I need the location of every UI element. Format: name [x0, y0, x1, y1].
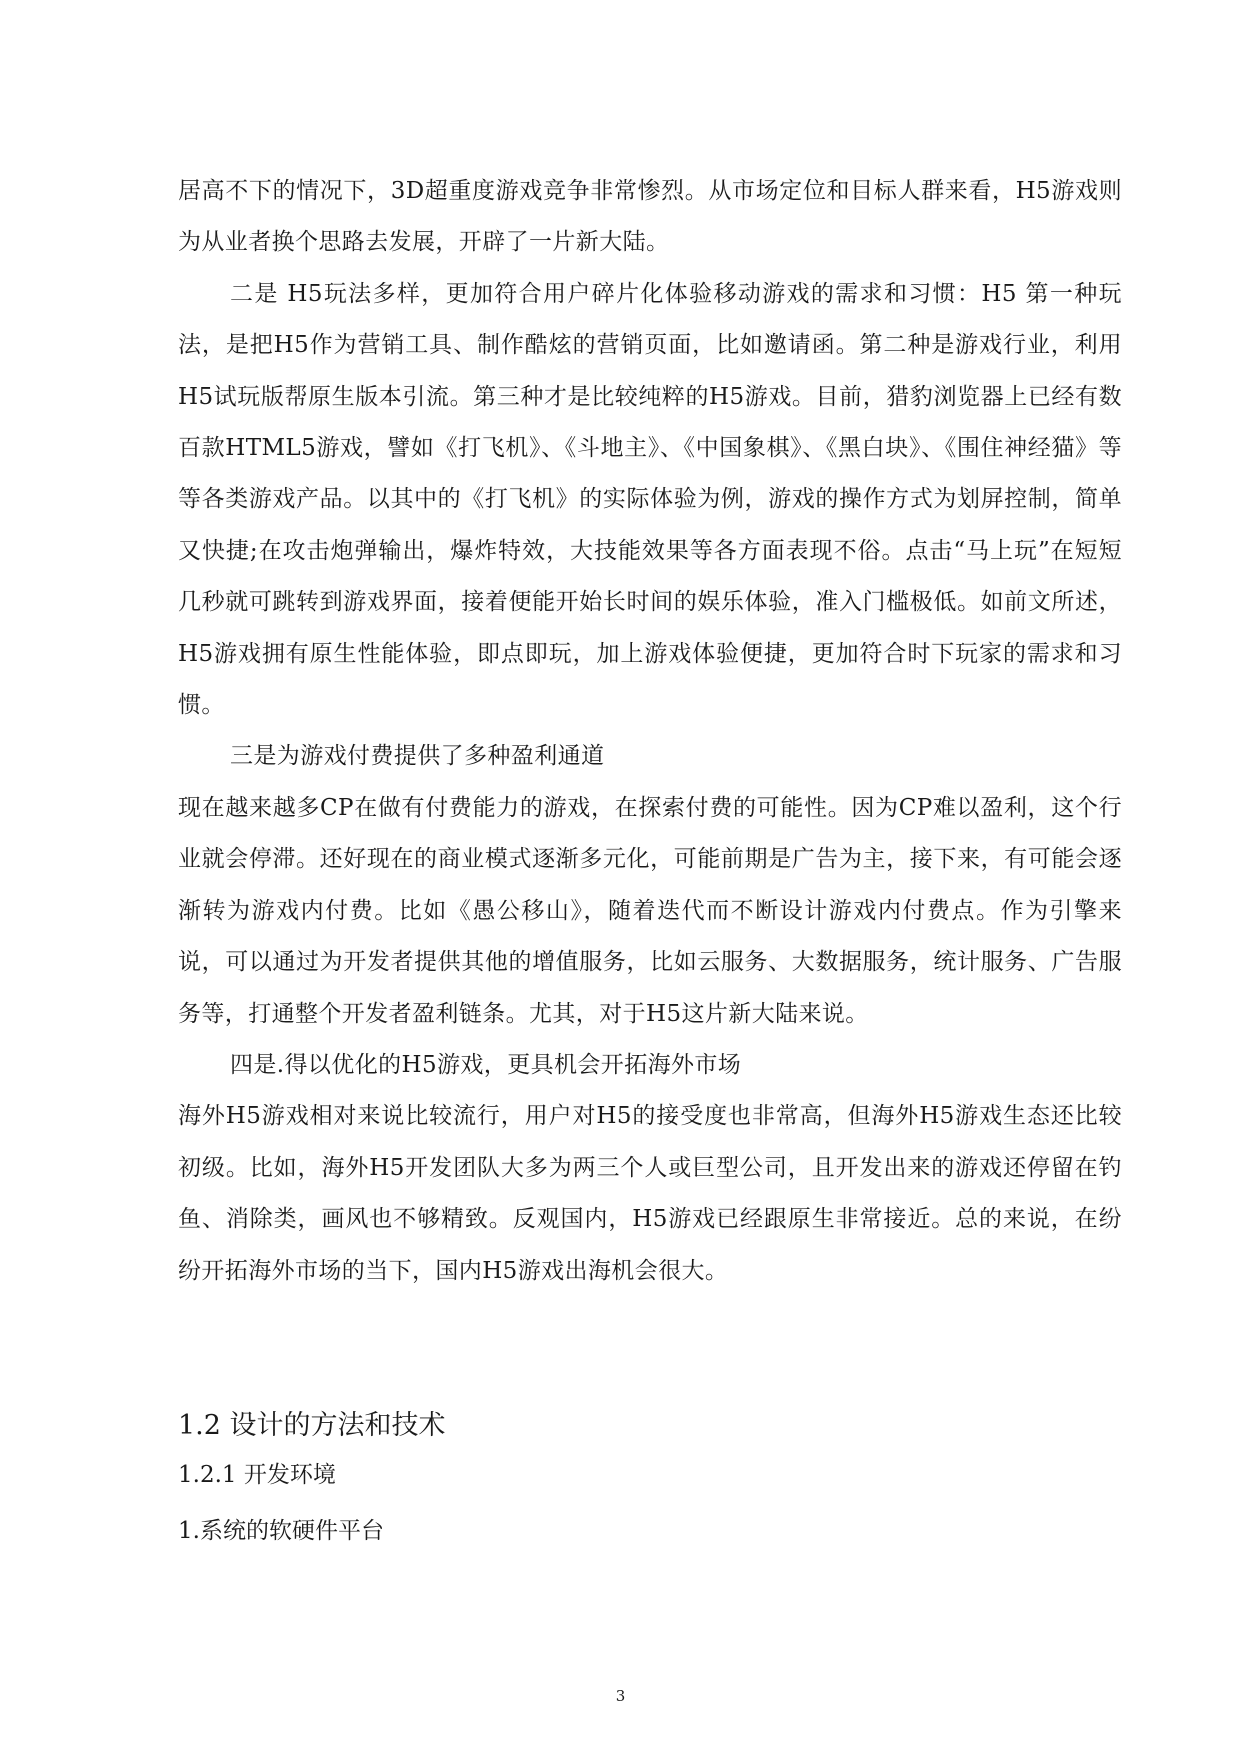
- paragraph-2: 二是 H5玩法多样，更加符合用户碎片化体验移动游戏的需求和习惯：H5 第一种玩法，是把H5作为营销工具、制作酷炫的营销页面，比如邀请函。第二种是游戏行业，利用H5试玩版帮原生版本引流。第三种才是比较纯粹的H5游戏。目前，猎豹浏览器上已经有数百款HTML5游戏，譬如《打飞机》、《斗地主》、《中国象棋》、《黑白块》、《围住神经猫》等等各类游戏产品。以其中的《打飞机》的实际体验为例，游戏的操作方式为划屏控制，简单又快捷;在攻击炮弹输出，爆炸特效，大技能效果等各方面表现不俗。点击“马上玩”在短短几秒就可跳转到游戏界面，接着便能开始长时间的娱乐体验，准入门槛极低。如前文所述，H5游戏拥有原生性能体验，即点即玩，加上游戏体验便捷，更加符合时下玩家的需求和习惯。: [178, 280, 1122, 719]
- paragraph-4: 现在越来越多CP在做有付费能力的游戏，在探索付费的可能性。因为CP难以盈利，这个行业就会停滞。还好现在的商业模式逐渐多元化，可能前期是广告为主，接下来，有可能会逐渐转为游戏内付费。比如《愚公移山》，随着迭代而不断设计游戏内付费点。作为引擎来说，可以通过为开发者提供其他的增值服务，比如云服务、大数据服务，统计服务、广告服务等，打通整个开发者盈利链条。尤其，对于H5这片新大陆来说。: [178, 794, 1122, 1027]
- paragraph-6: 海外H5游戏相对来说比较流行，用户对H5的接受度也非常高，但海外H5游戏生态还比较初级。比如，海外H5开发团队大多为两三个人或巨型公司，且开发出来的游戏还停留在钓鱼、消除类，画风也不够精致。反观国内，H5游戏已经跟原生非常接近。总的来说，在纷纷开拓海外市场的当下，国内H5游戏出海机会很大。: [178, 1103, 1122, 1284]
- subsection-heading: 1.2.1 开发环境: [178, 1462, 336, 1488]
- page-number: 3: [615, 1687, 626, 1705]
- paragraph-1: 居高不下的情况下，3D超重度游戏竞争非常惨烈。从市场定位和目标人群来看，H5游戏则为从业者换个思路去发展，开辟了一片新大陆。: [178, 178, 1122, 256]
- section-heading: 1.2 设计的方法和技术: [178, 1410, 446, 1441]
- body-text: [178, 166, 1122, 1297]
- list-title: 1.系统的软硬件平台: [178, 1518, 384, 1544]
- paragraph-5: 四是.得以优化的H5游戏，更具机会开拓海外市场: [230, 1051, 742, 1078]
- paragraph-3: 三是为游戏付费提供了多种盈利通道: [230, 743, 605, 770]
